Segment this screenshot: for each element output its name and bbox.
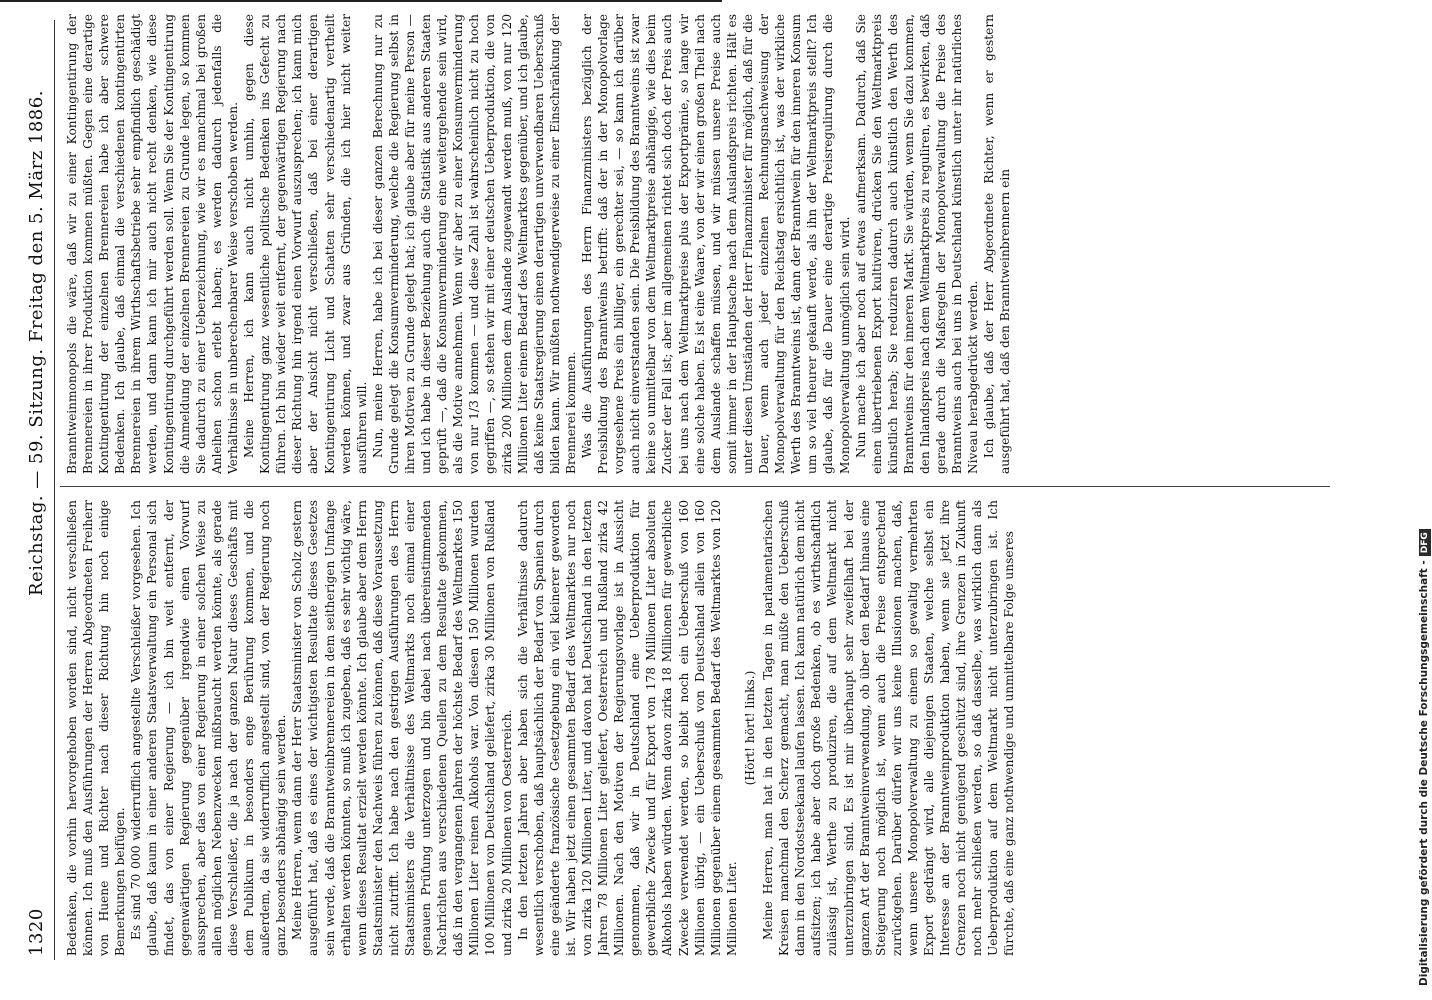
paragraph: Branntweinmonopols die wäre, daß wir zu einer Kontingentirung der Brennereien in ihrer Produktion kommen müßten. Gegen eine derartige Kontingentirung der einzelnen Brennereien habe ich aber schwere Bedenken. Ich glaube, daß einmal die verschiedenen kontingentirten Brennereien in ihrem Wirthschaftsbetriebe sehr empfindlich geschädigt werden, und dann kann ich mir auch nicht recht denken, wie diese Kontingentirung durchgeführt werden soll. Wenn Sie der Kontingentirung die Anmeldung der einzelnen Brennereien zu Grunde legen, so kommen Sie dadurch zu einer Ueberzeichnung, wie wir es manchmal bei großen Anleihen schon erlebt haben; es werden dadurch jedenfalls die Verhältnisse in unberechenbarer Weise verschoben werden. xyxy=(65,14,240,474)
paragraph: Es sind 70 000 widerrufflich angestellte Verschleißer vorgesehen. Ich glaube, daß kaum in einer anderen Staatsverwaltung ein Personal sich findet, das von einer Regierung — ich bin weit entfernt, der gegenwärtigen Regierung gegenüber irgendwie einen Vorwurf aussprechen, aber das von einer Regierung in einer solchen Weise zu allen möglichen Nebenzwecken mißbraucht werden könnte, als gerade diese Verschleißer, die ja nach der ganzen Natur dieses Geschäfts mit dem Publikum in besonders enge Berührung kommen, und die außerdem, da sie widerrufflich angestellt sind, von der Regierung noch ganz besonders abhängig sein werden. xyxy=(129,500,289,956)
paragraph: Was die Ausführungen des Herrn Finanzministers bezüglich der Preisbildung des Branntweins betrifft: daß der in der Monopolvorlage vorgesehene Preis ein billiger, ein gerechter sei, — so kann ich darüber auch nicht einverstanden sein. Die Preisbildung des Branntweins ist zwar keine so unmittelbar von dem Weltmarktpreise abhängige, wie dies beim Zucker der Fall ist; aber im allgemeinen richtet sich doch der Preis auch bei uns nach dem Weltmarktpreise plus der Exportprämie, so lange wir eine solche haben. Es ist eine Waare, von der wir einen großen Theil nach dem Auslande schaffen müssen, und wir müssen unsere Preise auch somit immer in der Hauptsache nach dem Auslandspreis richten. Hält es unter diesen Umständen der Herr Finanzminister für möglich, daß für die Dauer, wenn auch jeder einzelnen Rechnungsnachweisung der Monopolverwaltung für den Reichstag ersichtlich ist, was der wirkliche Werth des Branntweins ist, dann der Branntwein für den inneren Konsum um so viel theurer gekauft werde, als ihn der Weltmarktpreis stellt? Ich glaube, daß für die Dauer eine derartige Preisregulirung durch die Monopolverwaltung unmöglich sein wird. xyxy=(580,14,852,474)
right-column xyxy=(64,14,1326,474)
page-number: 1320 xyxy=(26,908,47,956)
page-header xyxy=(22,26,52,956)
paragraph: Nun, meine Herren, habe ich bei dieser ganzen Berechnung nur zu Grunde gelegt die Konsumverminderung, welche die Regierung selbst in ihren Motiven zu Grunde gelegt hat; ich glaube aber für meine Person — und ich habe in dieser Beziehung auch die Statistik aus anderen Staaten geprüft —, daß die Konsumverminderung eine weitergehende sein wird, als die Motive annehmen. Wenn wir aber zu einer Konsumverminderung von nur 1/3 kommen — und diese Zahl ist wahrscheinlich nicht zu hoch gegriffen —, so stehen wir mit einer deutschen Ueberproduktion, die von zirka 200 Millionen dem Auslande zugewandt werden muß, von nur 120 Millionen Liter einem Bedarf des Weltmarktes gegenüber, und ich glaube, daß keine Staatsregierung einen derartigen unverwendbaren Ueberschuß bilden kann. Wir müßten nothwendigerweise zu einer Einschränkung der Brennerei kommen. xyxy=(370,14,578,474)
paragraph: In den letzten Jahren aber haben sich die Verhältnisse dadurch wesentlich verschoben, daß hauptsächlich der Bedarf von Spanien durch eine geänderte französische Gesetzgebung ein viel kleinerer geworden ist. Wir haben jetzt einen gesammten Bedarf des Weltmarktes nur noch von zirka 120 Millionen Liter, und davon hat Deutschland in den letzten Jahren 78 Millionen Liter geliefert, Oesterreich und Rußland zirka 42 Millionen. Nach den Motiven der Regierungsvorlage ist in Aussicht genommen, daß wir in Deutschland eine Ueberproduktion für gewerbliche Zwecke und für Export von 178 Millionen Liter absoluten Alkohols haben würden. Wenn davon zirka 18 Millionen für gewerbliche Zwecke verwendet werden, so bleibt noch ein Ueberschuß von 160 Millionen übrig, — ein Ueberschuß von Deutschland allein von 160 Millionen gegenüber einem gesammten Bedarf des Weltmarktes von 120 Millionen Liter. xyxy=(515,500,739,956)
header-rule xyxy=(54,20,55,960)
digitization-note: Digitalisierung gefördert durch die Deutsche Forschungsgemeinschaft - xyxy=(1418,560,1430,986)
paragraph: Meine Herren, wenn dann der Herr Staatsminister von Scholz gestern ausgeführt hat, daß es eines der wichtigsten Resultate dieses Gesetzes sein werde, daß die Branntweinbrennereien in dem seitherigen Umfange erhalten werden könnten, so muß ich zugeben, daß es sehr wichtig wäre, wenn dieses Resultat erzielt werden könnte. Ich glaube aber dem Herrn Staatsminister den Nachweis führen zu können, daß diese Voraussetzung nicht zutrifft. Ich habe nach den gestrigen Ausführungen des Herrn Staatsministers die Verhältnisse des Weltmarkts noch einmal einer genauen Prüfung unterzogen und bin dabei nach übereinstimmenden Nachrichten aus verschiedenen Quellen zu dem Resultate gekommen, daß in den vergangenen Jahren der höchste Bedarf des Weltmarktes 150 Millionen Liter reinen Alkohols war. Von diesen 150 Millionen wurden 100 Millionen von Deutschland geliefert, zirka 30 Millionen von Rußland und zirka 20 Millionen von Oesterreich. xyxy=(290,500,514,956)
left-column xyxy=(64,500,1326,956)
session-title: Reichstag. — 59. Sitzung. Freitag den 5. März 1886. xyxy=(26,90,47,596)
paragraph: Ich glaube, daß der Herr Abgeordnete Richter, wenn er gestern ausgeführt hat, daß den Branntweinbrennern ein xyxy=(982,14,1013,474)
paragraph: Meine Herren, man hat in den letzten Tagen in parlamentarischen Kreisen manchmal den Scherz gemacht, man müßte den Ueberschuß dann in den Nordostseekanal laufen lassen. Ich kann natürlich dem nicht aufsitzen; ich habe aber doch große Bedenken, ob es wirthschaftlich zulässig ist, Werthe zu produziren, die auf dem Weltmarkt nicht unterzubringen sind. Es ist mir überhaupt sehr zweifelhaft bei der ganzen Art der Branntweinverwendung, ob über den Bedarf hinaus eine Steigerung noch möglich ist, wenn auch die Preise entsprechend zurückgehen. Darüber dürfen wir uns keine Illusionen machen, daß, wenn unsere Monopolverwaltung zu einem so gewaltig vermehrten Export gedrängt wird, alle diejenigen Staaten, welche selbst ein Interesse an der Branntweinproduktion haben, wenn sie jetzt ihre Grenzen noch nicht genügend geschützt sind, ihre Grenzen in Zukunft noch mehr schließen werden, so daß dasselbe, was wirklich dann als Ueberproduktion auf dem Weltmarkt nicht unterzubringen ist. Ich fürchte, daß eine ganz nothwendige und unmittelbare Folge unseres xyxy=(761,500,1017,956)
paragraph: Bedenken, die vorhin hervorgehoben worden sind, nicht verschließen können. Ich muß den Ausführungen der Herren Abgeordneten Freiherr von Huene und Richter nach dieser Richtung hin noch einige Bemerkungen beifügen. xyxy=(65,500,128,956)
paragraph: Meine Herren, ich kann auch nicht umhin, gegen diese Kontingentirung ganz wesentliche politische Bedenken ins Gefecht zu führen. Ich bin wieder weit entfernt, der gegenwärtigen Regierung nach dieser Richtung hin irgend einen Vorwurf auszusprechen; ich kann mich aber der Ansicht nicht verschließen, daß bei einer derartigen Kontingentirung Licht und Schatten sehr verschiedenartig vertheilt werden können, und zwar aus Gründen, die ich hier nicht weiter ausführen will. xyxy=(242,14,369,474)
column-divider xyxy=(60,486,1330,487)
interjection: (Hört! hört! links.) xyxy=(742,670,757,786)
paragraph: Nun mache ich aber noch auf etwas aufmerksam. Dadurch, daß Sie einen übertriebenen Export kultiviren, drücken Sie den Weltmarktpreis künstlich herab; Sie reduziren dadurch auch künstlich den Werth des Branntweins für den inneren Markt. Sie würden, wenn Sie dazu kommen, den Inlandspreis nach dem Weltmarktpreis zu reguliren, es bewirken, daß gerade durch die Maßregeln der Monopolverwaltung die Preise des Branntweins auch bei uns in Deutschland künstlich unter ihr natürliches Niveau herabgedrückt werden. xyxy=(853,14,981,474)
dfg-logo: DFG xyxy=(1419,529,1431,556)
digitization-footer xyxy=(1416,0,1432,1000)
